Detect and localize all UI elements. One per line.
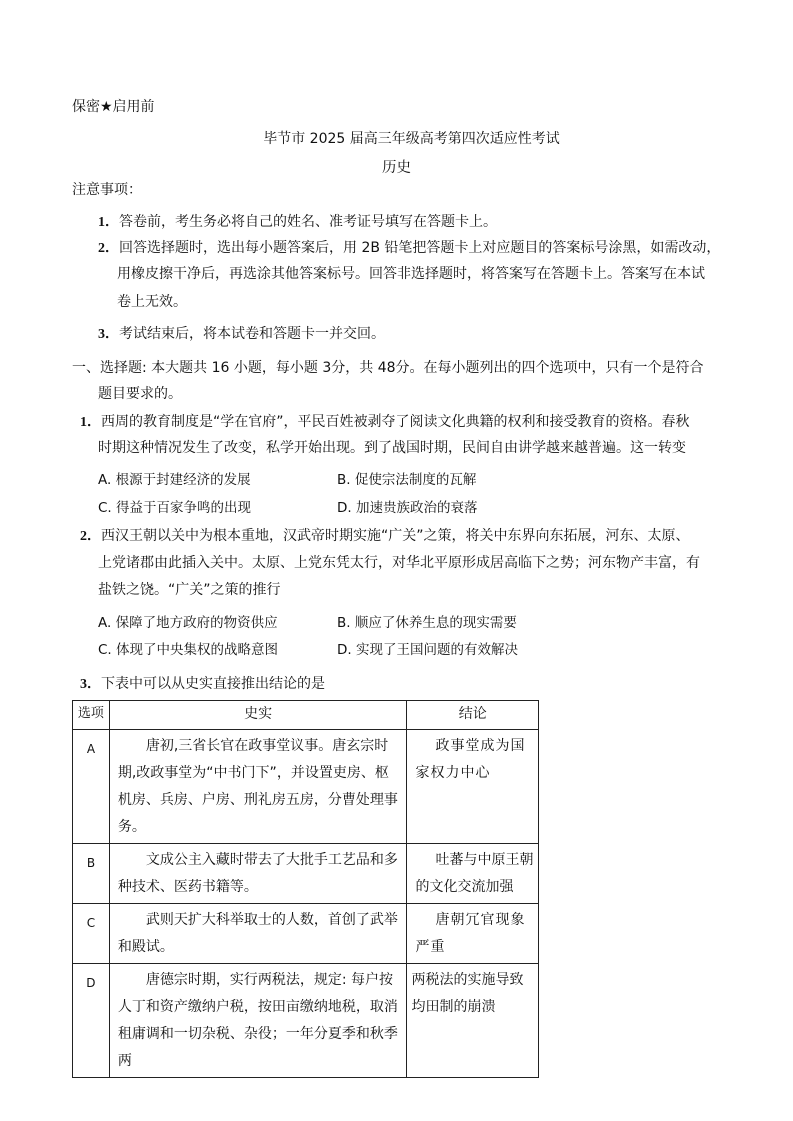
- row-label: C: [73, 904, 110, 964]
- header-conclusion: 结论: [407, 701, 539, 730]
- note-text: 答卷前，考生务必将自己的姓名、准考证号填写在答题卡上。: [119, 214, 497, 230]
- note-number: 1．: [98, 215, 119, 230]
- notes-heading: 注意事项：: [72, 182, 142, 198]
- row-fact: 文成公主入藏时带去了大批手工艺品和多种技术、医药书籍等。: [109, 844, 407, 904]
- note-2-cont: 卷上无效。: [117, 294, 187, 310]
- row-fact: 唐德宗时期，实行两税法，规定: 每户按人丁和资产缴纳户税，按田亩缴纳地税，取消租庸调和一切杂税、杂役；一年分夏季和秋季两: [109, 964, 407, 1078]
- question-2-cont: 上党诸郡由此插入关中。太原、上党东凭太行，对华北平原形成居高临下之势；河东物产丰富，有: [98, 555, 700, 571]
- note-text: 回答选择题时，选出每小题答案后，用 2B 铅笔把答题卡上对应题目的答案标号涂黑，如需改动，: [119, 240, 721, 256]
- table-row: [73, 964, 539, 1078]
- question-text: 西汉王朝以关中为根本重地，汉武帝时期实施“广关”之策，将关中东界向东拓展，河东、太原、: [101, 528, 690, 544]
- option-b[interactable]: B. 顺应了休养生息的现实需要: [337, 615, 517, 631]
- section-heading-cont: 题目要求的。: [98, 386, 182, 402]
- option-a[interactable]: A. 保障了地方政府的物资供应: [98, 615, 278, 631]
- table-row: [73, 844, 539, 904]
- question-number: 1．: [80, 415, 101, 430]
- row-fact: 武则天扩大科举取士的人数，首创了武举和殿试。: [109, 904, 407, 964]
- history-table: [72, 700, 539, 1078]
- row-conclusion: 两税法的实施导致均田制的崩溃: [407, 964, 539, 1078]
- row-conclusion: 政事堂成为国家权力中心: [407, 730, 539, 844]
- row-fact: 唐初,三省长官在政事堂议事。唐玄宗时期,改政事堂为“中书门下”，并设置吏房、枢机房、兵房、户房、刑礼房五房，分曹处理事务。: [109, 730, 407, 844]
- note-number: 3．: [98, 327, 119, 342]
- option-c[interactable]: C. 得益于百家争鸣的出现: [98, 500, 252, 516]
- row-conclusion: 吐蕃与中原王朝的文化交流加强: [407, 844, 539, 904]
- question-number: 3．: [80, 677, 101, 692]
- question-1-cont: 时期这种情况发生了改变，私学开始出现。到了战国时期，民间自由讲学越来越普遍。这一转变: [98, 440, 686, 456]
- exam-title: 毕节市 2025 届高三年级高考第四次适应性考试: [263, 131, 560, 147]
- note-number: 2．: [98, 241, 119, 256]
- note-3: [98, 324, 385, 345]
- option-d[interactable]: D. 实现了王国问题的有效解决: [337, 642, 518, 658]
- subject-title: 历史: [382, 160, 411, 176]
- row-label: B: [73, 844, 110, 904]
- option-d[interactable]: D. 加速贵族政治的衰落: [337, 500, 478, 516]
- question-text: 下表中可以从史实直接推出结论的是: [101, 676, 325, 692]
- table-row: [73, 730, 539, 844]
- option-b[interactable]: B. 促使宗法制度的瓦解: [337, 472, 477, 488]
- header-option: 选项: [73, 701, 110, 730]
- table-header-row: [73, 701, 539, 730]
- row-label: A: [73, 730, 110, 844]
- note-text: 考试结束后，将本试卷和答题卡一并交回。: [119, 326, 385, 342]
- question-1: [80, 412, 690, 433]
- confidential-mark: 保密★启用前: [72, 99, 155, 115]
- option-a[interactable]: A. 根源于封建经济的发展: [98, 472, 251, 488]
- question-text: 西周的教育制度是“学在官府”，平民百姓被剥夺了阅读文化典籍的权利和接受教育的资格。春秋: [101, 414, 690, 430]
- option-c[interactable]: C. 体现了中央集权的战略意图: [98, 642, 279, 658]
- question-3: [80, 674, 325, 695]
- question-number: 2．: [80, 529, 101, 544]
- table-row: [73, 904, 539, 964]
- row-label: D: [73, 964, 110, 1078]
- question-2: [80, 526, 690, 547]
- question-2-cont: 盐铁之饶。“广关”之策的推行: [98, 582, 281, 598]
- note-1: [98, 212, 497, 233]
- header-fact: 史实: [109, 701, 407, 730]
- note-2-cont: 用橡皮擦干净后，再选涂其他答案标号。回答非选择题时，将答案写在答题卡上。答案写在本试: [117, 266, 705, 282]
- note-2: [98, 238, 720, 259]
- row-conclusion: 唐朝冗官现象严重: [407, 904, 539, 964]
- section-heading: 一、选择题: 本大题共 16 小题，每小题 3分，共 48分。在每小题列出的四个选项中，只有一个是符合: [72, 360, 704, 376]
